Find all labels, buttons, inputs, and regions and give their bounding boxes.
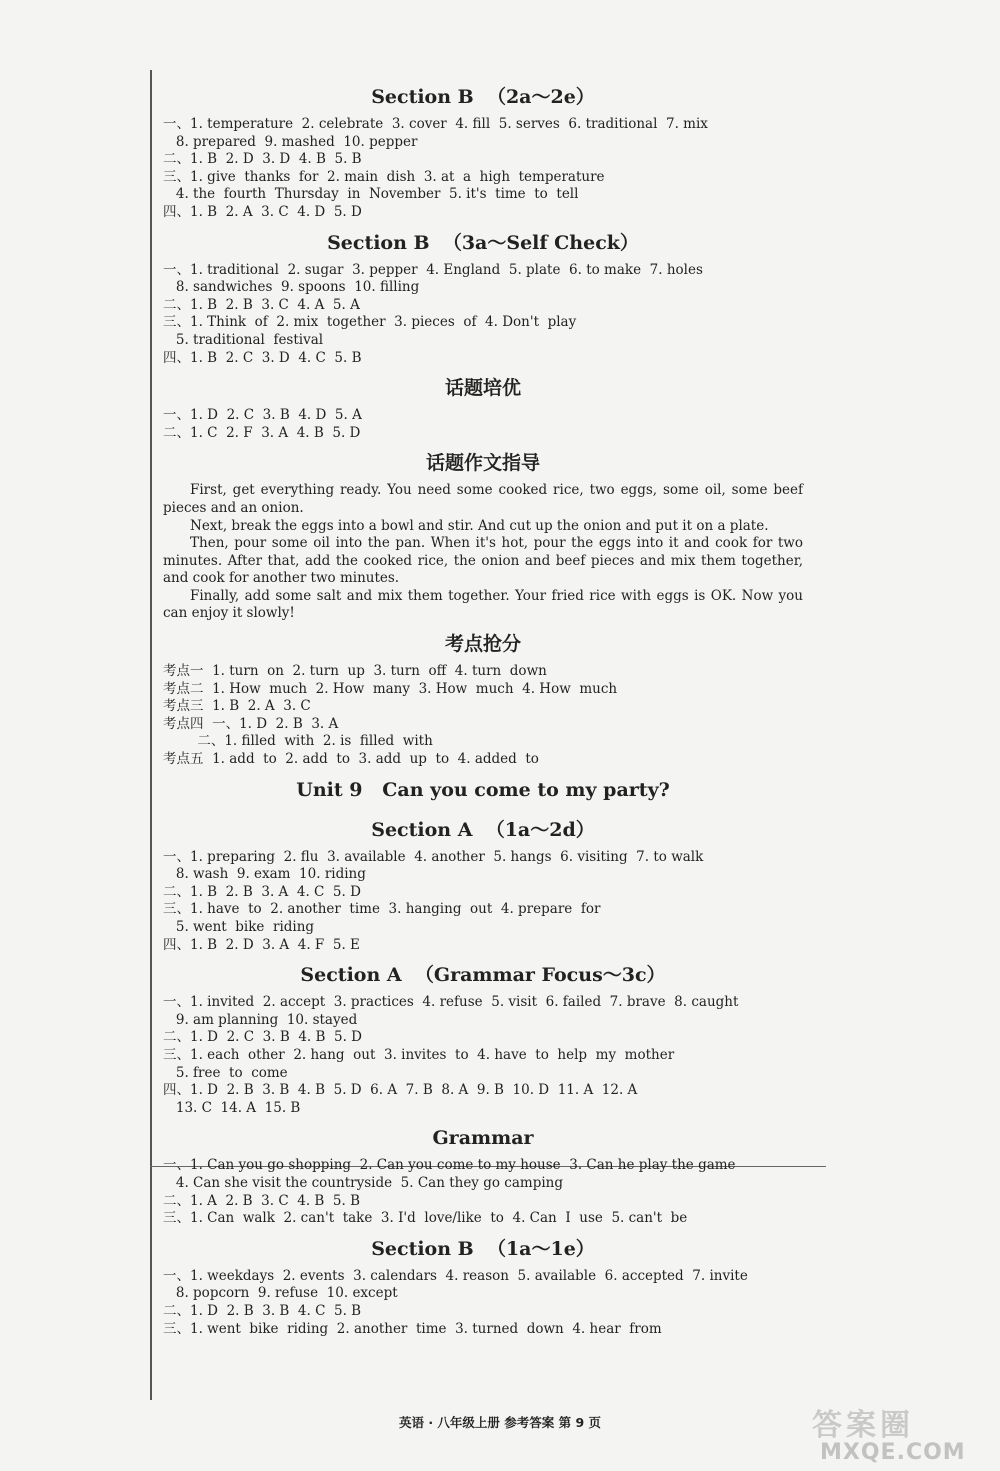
essay-paragraph: Finally, add some salt and mix them together. Your fried rice with eggs is OK. Now you can enjoy it slowly! [163,587,803,622]
answer-line: 8. prepared 9. mashed 10. pepper [163,133,418,150]
answer-line: 一、1. weekdays 2. events 3. calendars 4. reason 5. available 6. accepted 7. invite [163,1267,748,1284]
essay-paragraph: Next, break the eggs into a bowl and stir. And cut up the onion and put it on a plate. [190,517,769,534]
section-heading: 考点抢分 [444,633,521,656]
answer-line: 四、1. B 2. A 3. C 4. D 5. D [163,203,362,220]
section-heading: 话题作文指导 [425,452,540,475]
answer-line: 4. Can she visit the countryside 5. Can they go camping [163,1174,563,1191]
answer-line: 四、1. B 2. D 3. A 4. F 5. E [163,936,360,953]
answer-line: 二、1. B 2. D 3. D 4. B 5. B [163,151,362,168]
answer-line: 5. went bike riding [163,919,315,935]
answer-line: 四、1. B 2. C 3. D 4. C 5. B [163,349,362,366]
answer-line: 三、1. give thanks for 2. main dish 3. at a high temperature [163,168,605,185]
section-heading: Section B （3a～Self Check） [327,231,639,254]
answer-line: 三、1. each other 2. hang out 3. invites to 4. have to help my mother [163,1046,675,1063]
answer-line: 一、1. traditional 2. sugar 3. pepper 4. England 5. plate 6. to make 7. holes [163,261,703,278]
answer-line: 考点三 1. B 2. A 3. C [163,698,311,715]
answer-line: 四、1. D 2. B 3. B 4. B 5. D 6. A 7. B 8. A 9. B 10. D 11. A 12. A [163,1082,638,1099]
answer-line: 二、1. D 2. B 3. B 4. C 5. B [163,1302,362,1319]
answer-line: 5. traditional festival [163,331,324,348]
answer-line: 4. the fourth Thursday in November 5. it's time to tell [163,186,579,203]
answer-line: 二、1. B 2. B 3. C 4. A 5. A [163,296,360,313]
answer-line: 考点五 1. add to 2. add to 3. add up to 4. added to [163,751,539,768]
answer-line: 一、1. preparing 2. flu 3. available 4. another 5. hangs 6. visiting 7. to walk [163,848,704,865]
answer-line: 一、1. temperature 2. celebrate 3. cover 4. fill 5. serves 6. traditional 7. mix [163,116,708,132]
essay-guide-text [163,482,803,623]
answer-line: 考点一 1. turn on 2. turn up 3. turn off 4. turn down [163,663,547,680]
essay-paragraph: First, get everything ready. You need some cooked rice, two eggs, some oil, some beef pieces and an onion. [163,482,803,516]
answer-line: 8. sandwiches 9. spoons 10. filling [163,279,420,296]
section-heading: Grammar [432,1127,534,1150]
left-margin-rule [150,70,152,1400]
answer-line: 一、1. Can you go shopping 2. Can you come to my house 3. Can he play the game [163,1157,736,1174]
section-heading: Section B （2a～2e） [371,86,595,108]
answer-line: 13. C 14. A 15. B [163,1099,301,1116]
answer-line: 考点四 一、1. D 2. B 3. A [163,715,339,732]
answer-content [163,84,803,1338]
answer-line: 5. free to come [163,1064,288,1081]
answer-line: 三、1. have to 2. another time 3. hanging out 4. prepare for [163,901,601,918]
answer-line: 二、1. A 2. B 3. C 4. B 5. B [163,1192,361,1209]
answer-line: 8. popcorn 9. refuse 10. except [163,1285,398,1302]
section-heading: 话题培优 [444,377,521,400]
page-footer: 英语 · 八年级上册 参考答案 第 9 页 [398,1415,602,1430]
answer-line: 9. am planning 10. stayed [163,1011,358,1028]
answer-line: 三、1. Can walk 2. can't take 3. I'd love/like to 4. Can I use 5. can't be [163,1210,688,1227]
watermark-url: MXQE.COM [820,1440,966,1465]
section-heading: Section A （1a～2d） [371,818,595,841]
section-heading: Unit 9 Can you come to my party? [296,778,670,801]
section-heading: Section B （1a～1e） [371,1237,595,1260]
answer-line: 二、1. C 2. F 3. A 4. B 5. D [163,424,361,441]
answer-line: 二、1. filled with 2. is filled with [163,733,433,750]
watermark-logo: 答案圈 [812,1408,914,1443]
answer-line: 考点二 1. How much 2. How many 3. How much 4. How much [163,680,618,697]
answer-line: 三、1. went bike riding 2. another time 3. turned down 4. hear from [163,1320,662,1337]
answer-line: 三、1. Think of 2. mix together 3. pieces of 4. Don't play [163,314,577,331]
answer-line: 二、1. B 2. B 3. A 4. C 5. D [163,883,361,900]
answer-line: 8. wash 9. exam 10. riding [163,866,366,883]
essay-paragraph: Then, pour some oil into the pan. When it's hot, pour the eggs into it and cook for two minutes. After that, add the cooked rice, the onion and beef pieces and mix them together, and cook for another two minutes. [163,535,803,587]
answer-line: 一、1. D 2. C 3. B 4. D 5. A [163,407,362,424]
answer-line: 二、1. D 2. C 3. B 4. B 5. D [163,1029,363,1046]
section-heading: Section A （Grammar Focus～3c） [300,964,666,987]
answer-line: 一、1. invited 2. accept 3. practices 4. refuse 5. visit 6. failed 7. brave 8. caught [163,994,739,1011]
